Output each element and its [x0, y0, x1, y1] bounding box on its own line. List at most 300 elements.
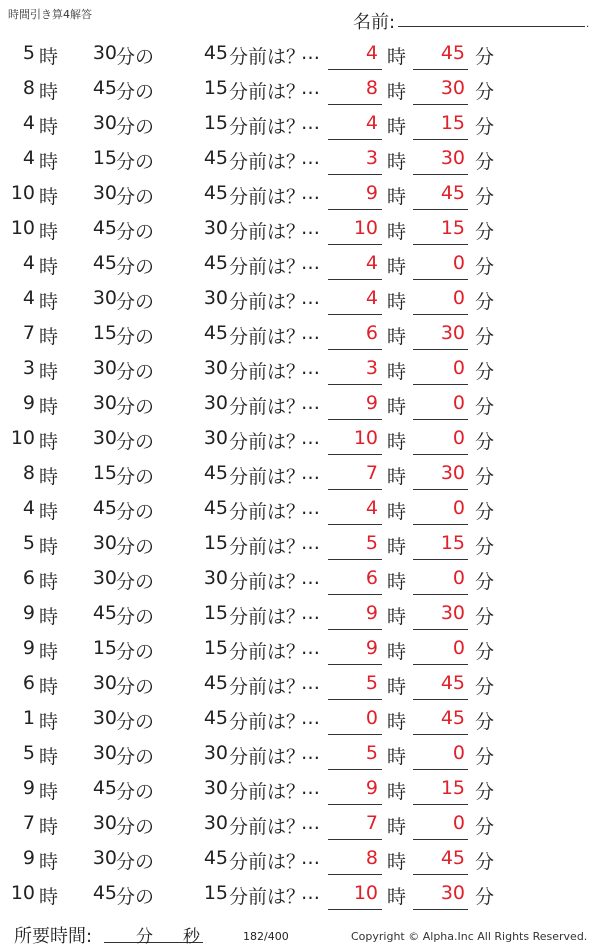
offset-minutes: 30 — [203, 567, 228, 589]
answer-hour-label: 時 — [387, 606, 407, 628]
offset-minutes: 15 — [203, 112, 228, 134]
answer-minute-label: 分 — [475, 816, 495, 838]
ellipsis: … — [301, 812, 319, 834]
minutes-before-label: 分前は？ — [229, 501, 306, 523]
answer-minute: 15 — [440, 777, 465, 799]
answer-minute-label: 分 — [475, 361, 495, 383]
answer-minute-label: 分 — [475, 116, 495, 138]
answer-hour-label: 時 — [387, 326, 407, 348]
answer-hour-blank[interactable] — [328, 314, 382, 315]
answer-minute-blank[interactable] — [413, 174, 468, 175]
answer-minute-label: 分 — [475, 886, 495, 908]
answer-minute: 15 — [440, 532, 465, 554]
answer-minute-label: 分 — [475, 851, 495, 873]
answer-minute-blank[interactable] — [413, 664, 468, 665]
ellipsis: … — [301, 217, 319, 239]
ellipsis: … — [301, 287, 319, 309]
answer-hour: 5 — [365, 532, 378, 554]
start-minute: 30 — [92, 287, 117, 309]
minutes-of-label: 分の — [116, 361, 155, 383]
answer-hour-label: 時 — [387, 571, 407, 593]
hour-label: 時 — [39, 291, 59, 313]
start-hour: 10 — [10, 217, 35, 239]
minutes-before-label: 分前は？ — [229, 46, 306, 68]
problem-row — [0, 563, 600, 598]
answer-hour-label: 時 — [387, 746, 407, 768]
answer-hour: 7 — [365, 812, 378, 834]
start-minute: 30 — [92, 42, 117, 64]
answer-minute-label: 分 — [475, 431, 495, 453]
answer-hour: 9 — [365, 392, 378, 414]
answer-hour-blank[interactable] — [328, 384, 382, 385]
answer-hour: 5 — [365, 742, 378, 764]
minutes-of-label: 分の — [116, 396, 155, 418]
offset-minutes: 45 — [203, 497, 228, 519]
answer-hour: 9 — [365, 777, 378, 799]
start-hour: 7 — [22, 322, 35, 344]
answer-minute: 0 — [452, 427, 465, 449]
minutes-before-label: 分前は？ — [229, 466, 306, 488]
answer-hour-blank[interactable] — [328, 594, 382, 595]
ellipsis: … — [301, 392, 319, 414]
minutes-of-label: 分の — [116, 431, 155, 453]
offset-minutes: 15 — [203, 602, 228, 624]
ellipsis: … — [301, 742, 319, 764]
hour-label: 時 — [39, 256, 59, 278]
hour-label: 時 — [39, 641, 59, 663]
start-minute: 30 — [92, 812, 117, 834]
minutes-before-label: 分前は？ — [229, 81, 306, 103]
problem-row — [0, 458, 600, 493]
minutes-before-label: 分前は？ — [229, 571, 306, 593]
answer-minute-label: 分 — [475, 606, 495, 628]
start-minute: 30 — [92, 112, 117, 134]
answer-hour-blank[interactable] — [328, 559, 382, 560]
offset-minutes: 45 — [203, 462, 228, 484]
minutes-of-label: 分の — [116, 641, 155, 663]
name-field-end-mark: . — [586, 19, 590, 30]
minutes-before-label: 分前は？ — [229, 781, 306, 803]
answer-minute-blank[interactable] — [413, 244, 468, 245]
minutes-before-label: 分前は？ — [229, 851, 306, 873]
start-hour: 4 — [22, 497, 35, 519]
answer-minute-blank[interactable] — [413, 69, 468, 70]
answer-hour-label: 時 — [387, 676, 407, 698]
answer-minute: 0 — [452, 812, 465, 834]
answer-minute: 45 — [440, 707, 465, 729]
hour-label: 時 — [39, 221, 59, 243]
minutes-before-label: 分前は？ — [229, 151, 306, 173]
answer-minute-blank[interactable] — [413, 699, 468, 700]
answer-hour: 9 — [365, 637, 378, 659]
answer-hour-blank[interactable] — [328, 244, 382, 245]
answer-minute-label: 分 — [475, 676, 495, 698]
hour-label: 時 — [39, 116, 59, 138]
minutes-before-label: 分前は？ — [229, 641, 306, 663]
hour-label: 時 — [39, 151, 59, 173]
hour-label: 時 — [39, 571, 59, 593]
hour-label: 時 — [39, 396, 59, 418]
problem-row — [0, 283, 600, 318]
minutes-of-label: 分の — [116, 151, 155, 173]
minutes-of-label: 分の — [116, 536, 155, 558]
time-required-minutes-label: 分 — [136, 927, 153, 947]
problem-row — [0, 773, 600, 808]
offset-minutes: 30 — [203, 217, 228, 239]
answer-minute: 0 — [452, 497, 465, 519]
ellipsis: … — [301, 147, 319, 169]
problem-row — [0, 178, 600, 213]
start-minute: 45 — [92, 602, 117, 624]
minutes-of-label: 分の — [116, 116, 155, 138]
answer-minute-blank[interactable] — [413, 104, 468, 105]
minutes-before-label: 分前は？ — [229, 116, 306, 138]
hour-label: 時 — [39, 466, 59, 488]
start-minute: 30 — [92, 532, 117, 554]
answer-hour: 9 — [365, 182, 378, 204]
minutes-before-label: 分前は？ — [229, 886, 306, 908]
offset-minutes: 45 — [203, 42, 228, 64]
answer-minute: 30 — [440, 77, 465, 99]
start-hour: 9 — [22, 392, 35, 414]
answer-hour-label: 時 — [387, 851, 407, 873]
answer-minute-label: 分 — [475, 326, 495, 348]
answer-hour-blank[interactable] — [328, 69, 382, 70]
problem-row — [0, 73, 600, 108]
start-hour: 4 — [22, 252, 35, 274]
minutes-of-label: 分の — [116, 781, 155, 803]
answer-minute: 15 — [440, 217, 465, 239]
copyright-text: Copyright © Alpha.Inc All Rights Reserved. — [351, 930, 588, 943]
answer-minute: 30 — [440, 602, 465, 624]
answer-minute: 0 — [452, 637, 465, 659]
answer-hour-label: 時 — [387, 431, 407, 453]
start-hour: 9 — [22, 847, 35, 869]
hour-label: 時 — [39, 816, 59, 838]
answer-hour-blank[interactable] — [328, 874, 382, 875]
answer-minute-blank[interactable] — [413, 314, 468, 315]
answer-minute-label: 分 — [475, 536, 495, 558]
ellipsis: … — [301, 427, 319, 449]
answer-hour: 4 — [365, 497, 378, 519]
hour-label: 時 — [39, 886, 59, 908]
ellipsis: … — [301, 532, 319, 554]
hour-label: 時 — [39, 746, 59, 768]
offset-minutes: 45 — [203, 147, 228, 169]
minutes-of-label: 分の — [116, 711, 155, 733]
answer-minute: 30 — [440, 882, 465, 904]
answer-hour: 10 — [353, 217, 378, 239]
hour-label: 時 — [39, 46, 59, 68]
offset-minutes: 30 — [203, 287, 228, 309]
start-minute: 45 — [92, 252, 117, 274]
start-minute: 45 — [92, 77, 117, 99]
answer-minute-label: 分 — [475, 396, 495, 418]
offset-minutes: 45 — [203, 847, 228, 869]
start-minute: 45 — [92, 777, 117, 799]
problem-row — [0, 668, 600, 703]
ellipsis: … — [301, 882, 319, 904]
answer-minute-blank[interactable] — [413, 839, 468, 840]
minutes-of-label: 分の — [116, 571, 155, 593]
start-minute: 30 — [92, 182, 117, 204]
minutes-of-label: 分の — [116, 746, 155, 768]
minutes-of-label: 分の — [116, 81, 155, 103]
answer-hour: 4 — [365, 42, 378, 64]
start-minute: 15 — [92, 462, 117, 484]
problem-list — [0, 38, 600, 913]
ellipsis: … — [301, 182, 319, 204]
answer-minute-blank[interactable] — [413, 559, 468, 560]
offset-minutes: 30 — [203, 392, 228, 414]
answer-minute-label: 分 — [475, 46, 495, 68]
problem-row — [0, 703, 600, 738]
ellipsis: … — [301, 602, 319, 624]
offset-minutes: 30 — [203, 427, 228, 449]
answer-minute-label: 分 — [475, 256, 495, 278]
answer-minute-blank[interactable] — [413, 629, 468, 630]
offset-minutes: 15 — [203, 77, 228, 99]
answer-minute-label: 分 — [475, 81, 495, 103]
answer-hour-blank[interactable] — [328, 839, 382, 840]
start-minute: 30 — [92, 427, 117, 449]
start-minute: 30 — [92, 392, 117, 414]
answer-hour-blank[interactable] — [328, 349, 382, 350]
answer-minute-label: 分 — [475, 466, 495, 488]
ellipsis: … — [301, 497, 319, 519]
offset-minutes: 30 — [203, 777, 228, 799]
answer-minute: 0 — [452, 392, 465, 414]
hour-label: 時 — [39, 606, 59, 628]
answer-minute: 0 — [452, 252, 465, 274]
answer-minute-label: 分 — [475, 221, 495, 243]
answer-hour-blank[interactable] — [328, 209, 382, 210]
start-minute: 15 — [92, 322, 117, 344]
ellipsis: … — [301, 567, 319, 589]
answer-hour: 6 — [365, 567, 378, 589]
answer-minute: 15 — [440, 112, 465, 134]
answer-minute-blank[interactable] — [413, 489, 468, 490]
answer-hour: 10 — [353, 427, 378, 449]
answer-minute-blank[interactable] — [413, 594, 468, 595]
answer-minute: 45 — [440, 182, 465, 204]
minutes-of-label: 分の — [116, 221, 155, 243]
ellipsis: … — [301, 637, 319, 659]
ellipsis: … — [301, 847, 319, 869]
start-hour: 10 — [10, 427, 35, 449]
answer-hour-label: 時 — [387, 46, 407, 68]
hour-label: 時 — [39, 676, 59, 698]
answer-hour-blank[interactable] — [328, 174, 382, 175]
answer-hour-label: 時 — [387, 291, 407, 313]
start-hour: 4 — [22, 287, 35, 309]
minutes-before-label: 分前は？ — [229, 711, 306, 733]
problem-row — [0, 318, 600, 353]
answer-hour-blank[interactable] — [328, 489, 382, 490]
offset-minutes: 15 — [203, 532, 228, 554]
answer-hour: 6 — [365, 322, 378, 344]
ellipsis: … — [301, 462, 319, 484]
start-minute: 45 — [92, 882, 117, 904]
start-hour: 5 — [22, 42, 35, 64]
offset-minutes: 45 — [203, 707, 228, 729]
answer-minute-blank[interactable] — [413, 874, 468, 875]
offset-minutes: 30 — [203, 812, 228, 834]
answer-minute-label: 分 — [475, 711, 495, 733]
start-minute: 15 — [92, 147, 117, 169]
answer-hour-blank[interactable] — [328, 629, 382, 630]
problem-row — [0, 843, 600, 878]
answer-minute-blank[interactable] — [413, 349, 468, 350]
minutes-before-label: 分前は？ — [229, 816, 306, 838]
start-minute: 30 — [92, 357, 117, 379]
minutes-before-label: 分前は？ — [229, 256, 306, 278]
answer-hour-label: 時 — [387, 221, 407, 243]
answer-hour: 9 — [365, 602, 378, 624]
minutes-of-label: 分の — [116, 46, 155, 68]
answer-hour: 3 — [365, 357, 378, 379]
answer-minute-blank[interactable] — [413, 524, 468, 525]
answer-hour-label: 時 — [387, 256, 407, 278]
ellipsis: … — [301, 252, 319, 274]
start-minute: 45 — [92, 497, 117, 519]
answer-minute: 30 — [440, 322, 465, 344]
minutes-of-label: 分の — [116, 291, 155, 313]
minutes-before-label: 分前は？ — [229, 606, 306, 628]
minutes-of-label: 分の — [116, 606, 155, 628]
answer-minute-label: 分 — [475, 501, 495, 523]
answer-hour: 0 — [365, 707, 378, 729]
answer-minute-label: 分 — [475, 746, 495, 768]
answer-hour-blank[interactable] — [328, 524, 382, 525]
answer-minute: 45 — [440, 847, 465, 869]
answer-minute: 45 — [440, 672, 465, 694]
name-label: 名前: — [353, 12, 396, 33]
start-minute: 30 — [92, 742, 117, 764]
answer-minute-blank[interactable] — [413, 734, 468, 735]
minutes-before-label: 分前は？ — [229, 186, 306, 208]
answer-minute-label: 分 — [475, 571, 495, 593]
start-hour: 6 — [22, 567, 35, 589]
answer-minute-blank[interactable] — [413, 769, 468, 770]
problem-row — [0, 738, 600, 773]
minutes-of-label: 分の — [116, 851, 155, 873]
answer-hour-label: 時 — [387, 186, 407, 208]
problem-row — [0, 108, 600, 143]
answer-hour-label: 時 — [387, 816, 407, 838]
answer-hour: 4 — [365, 252, 378, 274]
answer-hour-label: 時 — [387, 396, 407, 418]
start-minute: 15 — [92, 637, 117, 659]
answer-hour: 4 — [365, 287, 378, 309]
answer-hour-label: 時 — [387, 466, 407, 488]
problem-row — [0, 493, 600, 528]
minutes-before-label: 分前は？ — [229, 326, 306, 348]
minutes-before-label: 分前は？ — [229, 396, 306, 418]
start-hour: 10 — [10, 882, 35, 904]
answer-minute: 45 — [440, 42, 465, 64]
answer-minute: 0 — [452, 567, 465, 589]
start-hour: 6 — [22, 672, 35, 694]
answer-hour-blank[interactable] — [328, 454, 382, 455]
minutes-of-label: 分の — [116, 886, 155, 908]
problem-row — [0, 388, 600, 423]
answer-hour-blank[interactable] — [328, 664, 382, 665]
ellipsis: … — [301, 777, 319, 799]
hour-label: 時 — [39, 186, 59, 208]
start-hour: 3 — [22, 357, 35, 379]
answer-hour-blank[interactable] — [328, 139, 382, 140]
minutes-of-label: 分の — [116, 501, 155, 523]
hour-label: 時 — [39, 326, 59, 348]
answer-hour-blank[interactable] — [328, 734, 382, 735]
hour-label: 時 — [39, 711, 59, 733]
ellipsis: … — [301, 322, 319, 344]
answer-minute-label: 分 — [475, 151, 495, 173]
answer-minute-label: 分 — [475, 781, 495, 803]
start-minute: 30 — [92, 567, 117, 589]
answer-minute-blank[interactable] — [413, 909, 468, 910]
answer-minute-blank[interactable] — [413, 454, 468, 455]
problem-row — [0, 213, 600, 248]
problem-row — [0, 633, 600, 668]
answer-minute-blank[interactable] — [413, 384, 468, 385]
answer-hour: 7 — [365, 462, 378, 484]
answer-hour-blank[interactable] — [328, 769, 382, 770]
answer-hour-blank[interactable] — [328, 909, 382, 910]
answer-minute-blank[interactable] — [413, 209, 468, 210]
answer-hour: 8 — [365, 77, 378, 99]
answer-minute: 0 — [452, 287, 465, 309]
problem-row — [0, 38, 600, 73]
start-minute: 30 — [92, 847, 117, 869]
offset-minutes: 45 — [203, 182, 228, 204]
answer-hour-blank[interactable] — [328, 419, 382, 420]
start-hour: 4 — [22, 112, 35, 134]
answer-hour-blank[interactable] — [328, 699, 382, 700]
problem-row — [0, 878, 600, 913]
answer-minute-blank[interactable] — [413, 139, 468, 140]
ellipsis: … — [301, 42, 319, 64]
answer-minute-blank[interactable] — [413, 279, 468, 280]
answer-minute-blank[interactable] — [413, 804, 468, 805]
minutes-of-label: 分の — [116, 186, 155, 208]
answer-hour-label: 時 — [387, 81, 407, 103]
problem-row — [0, 248, 600, 283]
answer-hour: 3 — [365, 147, 378, 169]
minutes-of-label: 分の — [116, 256, 155, 278]
minutes-of-label: 分の — [116, 466, 155, 488]
answer-hour-label: 時 — [387, 116, 407, 138]
name-field-line[interactable] — [398, 26, 585, 27]
answer-minute: 30 — [440, 147, 465, 169]
answer-hour-label: 時 — [387, 361, 407, 383]
answer-hour-blank[interactable] — [328, 279, 382, 280]
start-hour: 1 — [22, 707, 35, 729]
answer-minute-blank[interactable] — [413, 419, 468, 420]
answer-hour-blank[interactable] — [328, 104, 382, 105]
problem-row — [0, 143, 600, 178]
ellipsis: … — [301, 707, 319, 729]
answer-minute: 30 — [440, 462, 465, 484]
offset-minutes: 45 — [203, 252, 228, 274]
ellipsis: … — [301, 357, 319, 379]
worksheet-title: 時間引き算4解答 — [8, 8, 92, 21]
hour-label: 時 — [39, 781, 59, 803]
answer-hour-label: 時 — [387, 781, 407, 803]
answer-hour-blank[interactable] — [328, 804, 382, 805]
hour-label: 時 — [39, 81, 59, 103]
